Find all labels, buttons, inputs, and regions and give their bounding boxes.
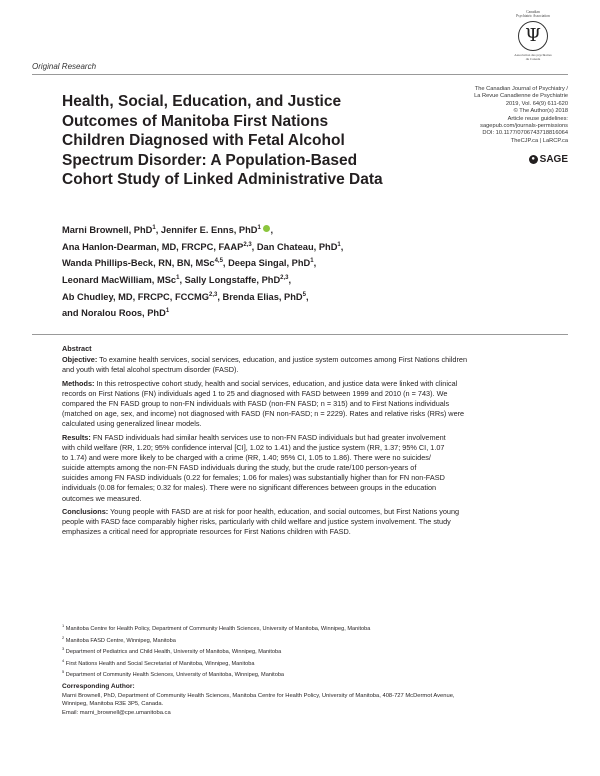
title-line: Children Diagnosed with Fetal Alcohol <box>62 132 345 149</box>
abstract-line: people with FASD face comparably higher risks, particularly with child welfare and justice system involvement. The study <box>62 517 451 527</box>
punctuation: , <box>288 275 292 286</box>
author-line <box>62 288 482 305</box>
title-line: Spectrum Disorder: A Population-Based <box>62 151 358 169</box>
abstract-results <box>62 433 559 504</box>
author-name: Leonard MacWilliam, MSc <box>62 275 177 286</box>
affiliation-number: 1 <box>62 623 65 628</box>
logo-top-line: Canadian <box>526 10 540 14</box>
abstract-line: suicides among FN FASD individuals (0.22 for females; 1.06 for males) was substantially higher than for FN non-FASD <box>62 473 445 483</box>
author-name: Wanda Phillips-Beck, RN, BN, MSc <box>62 258 215 269</box>
section-label: Original Research <box>32 62 97 71</box>
abstract-line: emphasizes a critical need for appropriate resources for First Nations children with FASD. <box>62 527 351 537</box>
sage-circle-icon: ● <box>529 155 538 164</box>
journal-info-line: © The Author(s) 2018 <box>513 108 568 115</box>
affiliation-sup: 2,3 <box>209 291 218 298</box>
author-name: , Dan Chateau, PhD <box>251 241 338 252</box>
affiliation-item <box>62 668 559 680</box>
logo-bottom-line: Association des psychiatres <box>514 52 552 57</box>
journal-info <box>420 86 568 145</box>
doi-link[interactable]: DOI: 10.1177/0706743718816064 <box>482 130 568 137</box>
section-label: Methods: <box>62 378 95 388</box>
journal-website-link[interactable]: TheCJP.ca | LaRCP.ca <box>510 137 568 144</box>
abstract-objective <box>62 355 559 375</box>
corresponding-line: Winnipeg, Manitoba R3E 3P5, Canada. <box>62 701 164 707</box>
journal-info-line: The Canadian Journal of Psychiatry / <box>474 86 568 92</box>
abstract-line: suicide attempts among the non-FN FASD individuals during the study, but the crude rate/100 person-years of <box>62 463 417 473</box>
section-label: Objective: <box>62 355 98 365</box>
corresponding-line: Marni Brownell, PhD, Department of Community Health Sciences, Manitoba Centre for Health Policy, University of Manitoba, 408-727 McDermot Avenue, <box>62 692 455 699</box>
punctuation: , <box>305 291 309 302</box>
abstract-text: To examine health services, social services, education, and justice system outcomes among First Nations children <box>97 355 468 365</box>
abstract-top-divider <box>32 334 568 335</box>
abstract-conclusions <box>62 507 559 537</box>
journal-info-line: La Revue Canadienne de Psychiatrie <box>474 93 568 100</box>
author-list <box>62 221 482 321</box>
author-line <box>62 254 482 271</box>
abstract-line: to 1.74) and were more likely to be charged with a crime (RR, 1.40; 95% CI, 1.05 to 1.86). There were no suicides/ <box>62 452 431 462</box>
affiliation-number: 2 <box>62 634 65 640</box>
section-label: Results: <box>62 432 91 442</box>
abstract-line: individuals (0.08 for females; 0.32 for males). There were no significant differences between groups in the education <box>62 483 437 493</box>
affiliation-text: Department of Pediatrics and Child Health, University of Manitoba, Winnipeg, Manitoba <box>64 648 282 655</box>
author-name: , Brenda Elias, PhD <box>217 291 303 302</box>
affiliation-sup: 1 <box>337 241 341 248</box>
logo-top-line: Psychiatric Association <box>516 14 550 19</box>
affiliation-sup: 1 <box>176 275 180 282</box>
orcid-icon[interactable] <box>263 225 270 232</box>
affiliation-item <box>62 645 559 657</box>
author-name: , Sally Longstaffe, PhD <box>179 275 281 286</box>
journal-info-line: 2019, Vol. 64(9) 611-620 <box>505 100 568 107</box>
affiliation-text: First Nations Health and Social Secretariat of Manitoba, Winnipeg, Manitoba <box>64 660 255 667</box>
abstract-line <box>62 433 559 443</box>
abstract-methods <box>62 379 559 430</box>
affiliations <box>62 622 559 680</box>
author-name: , Deepa Singal, PhD <box>222 258 311 269</box>
affiliation-sup: 1 <box>152 225 156 231</box>
author-line <box>62 238 482 255</box>
affiliation-number: 3 <box>62 646 65 652</box>
abstract-line: and youth with fetal alcohol spectrum disorder (FASD). <box>62 365 239 375</box>
author-name: , Jennifer E. Enns, PhD <box>155 225 258 236</box>
author-name: and Noralou Roos, PhD <box>62 308 166 319</box>
abstract-line: records on First Nations (FN) individuals aged 1 to 25 and diagnosed with FASD between 1999 and 2010 (n = 743). We <box>62 388 448 398</box>
abstract-text: Young people with FASD are at risk for poor health, education, and social outcomes, but First Nations young <box>108 506 460 516</box>
abstract <box>62 344 559 541</box>
abstract-line: calculated using generalized linear models. <box>62 419 202 429</box>
affiliation-number: 5 <box>62 669 65 675</box>
punctuation: , <box>340 241 344 252</box>
journal-logo <box>498 10 568 61</box>
affiliation-sup: 1 <box>257 225 261 231</box>
abstract-line <box>62 355 559 365</box>
affiliation-sup: 2,3 <box>243 241 252 248</box>
abstract-text: In this retrospective cohort study, health and social services, education, and justice data were linked with clinical <box>94 378 458 388</box>
author-name: Ana Hanlon-Dearman, MD, FRCPC, FAAP <box>62 241 244 252</box>
psi-logo-icon: Ψ <box>518 21 548 51</box>
abstract-line: (matched on age, sex, and income) not diagnosed with FASD (FN non-FASD; n = 2229). Rates and relative risks (RRs) were <box>62 409 465 419</box>
affiliation-text: Manitoba FASD Centre, Winnipeg, Manitoba <box>64 637 176 644</box>
author-line <box>62 304 482 321</box>
publisher-logo <box>529 154 568 165</box>
title-line: Outcomes of Manitoba First Nations <box>62 112 329 130</box>
article-title <box>62 92 432 190</box>
corresponding-author <box>62 683 559 717</box>
affiliation-sup: 1 <box>310 258 314 265</box>
affiliation-sup: 2,3 <box>280 275 289 282</box>
publisher-name: SAGE <box>539 154 568 165</box>
abstract-line: with child welfare (RR, 1.20; 95% confidence interval [CI], 1.02 to 1.41) and the justice system (RR, 1.37; 95% CI, 1.07 <box>62 442 445 452</box>
affiliation-item <box>62 634 559 646</box>
journal-info-line: sagepub.com/journals-permissions <box>480 123 568 130</box>
affiliation-text: Department of Community Health Sciences, University of Manitoba, Winnipeg, Manitoba <box>64 672 285 679</box>
title-line: Health, Social, Education, and Justice <box>62 93 342 110</box>
abstract-text: FN FASD individuals had similar health services use to non-FN FASD individuals but had greater involvement <box>90 432 446 442</box>
journal-info-line: Article reuse guidelines: <box>507 115 568 122</box>
abstract-line: compared the FN FASD group to non-FN individuals with FASD (non-FN FASD; n = 315) and to First Nations individuals <box>62 398 450 408</box>
abstract-line: outcomes we measured. <box>62 493 142 503</box>
affiliation-item <box>62 622 559 634</box>
author-name: Marni Brownell, PhD <box>62 225 153 236</box>
affiliation-sup: 4,5 <box>214 258 223 265</box>
corresponding-heading: Corresponding Author: <box>62 683 135 690</box>
abstract-heading: Abstract <box>62 344 92 353</box>
affiliation-number: 4 <box>62 657 65 663</box>
title-line: Cohort Study of Linked Administrative Data <box>62 171 383 188</box>
affiliation-sup: 1 <box>165 308 170 315</box>
abstract-line <box>62 507 559 517</box>
header-divider <box>32 74 568 75</box>
affiliation-item <box>62 657 559 669</box>
affiliation-text: Manitoba Centre for Health Policy, Department of Community Health Sciences, University of Manitoba, Winnipeg, Manitoba <box>64 625 371 632</box>
author-line: Marni Brownell, PhD$^1$, Jennifer E. Enns, PhD$^1$ , <box>62 225 274 236</box>
logo-bottom-line: du Canada <box>525 57 541 62</box>
email-link[interactable]: Email: marni_brownell@cpe.umanitoba.ca <box>62 709 171 716</box>
author-line <box>62 271 482 288</box>
author-name: Ab Chudley, MD, FRCPC, FCCMG <box>62 291 210 302</box>
punctuation: , <box>313 258 317 269</box>
abstract-line <box>62 379 559 389</box>
affiliation-sup: 5 <box>302 291 306 298</box>
section-label: Conclusions: <box>62 506 109 516</box>
